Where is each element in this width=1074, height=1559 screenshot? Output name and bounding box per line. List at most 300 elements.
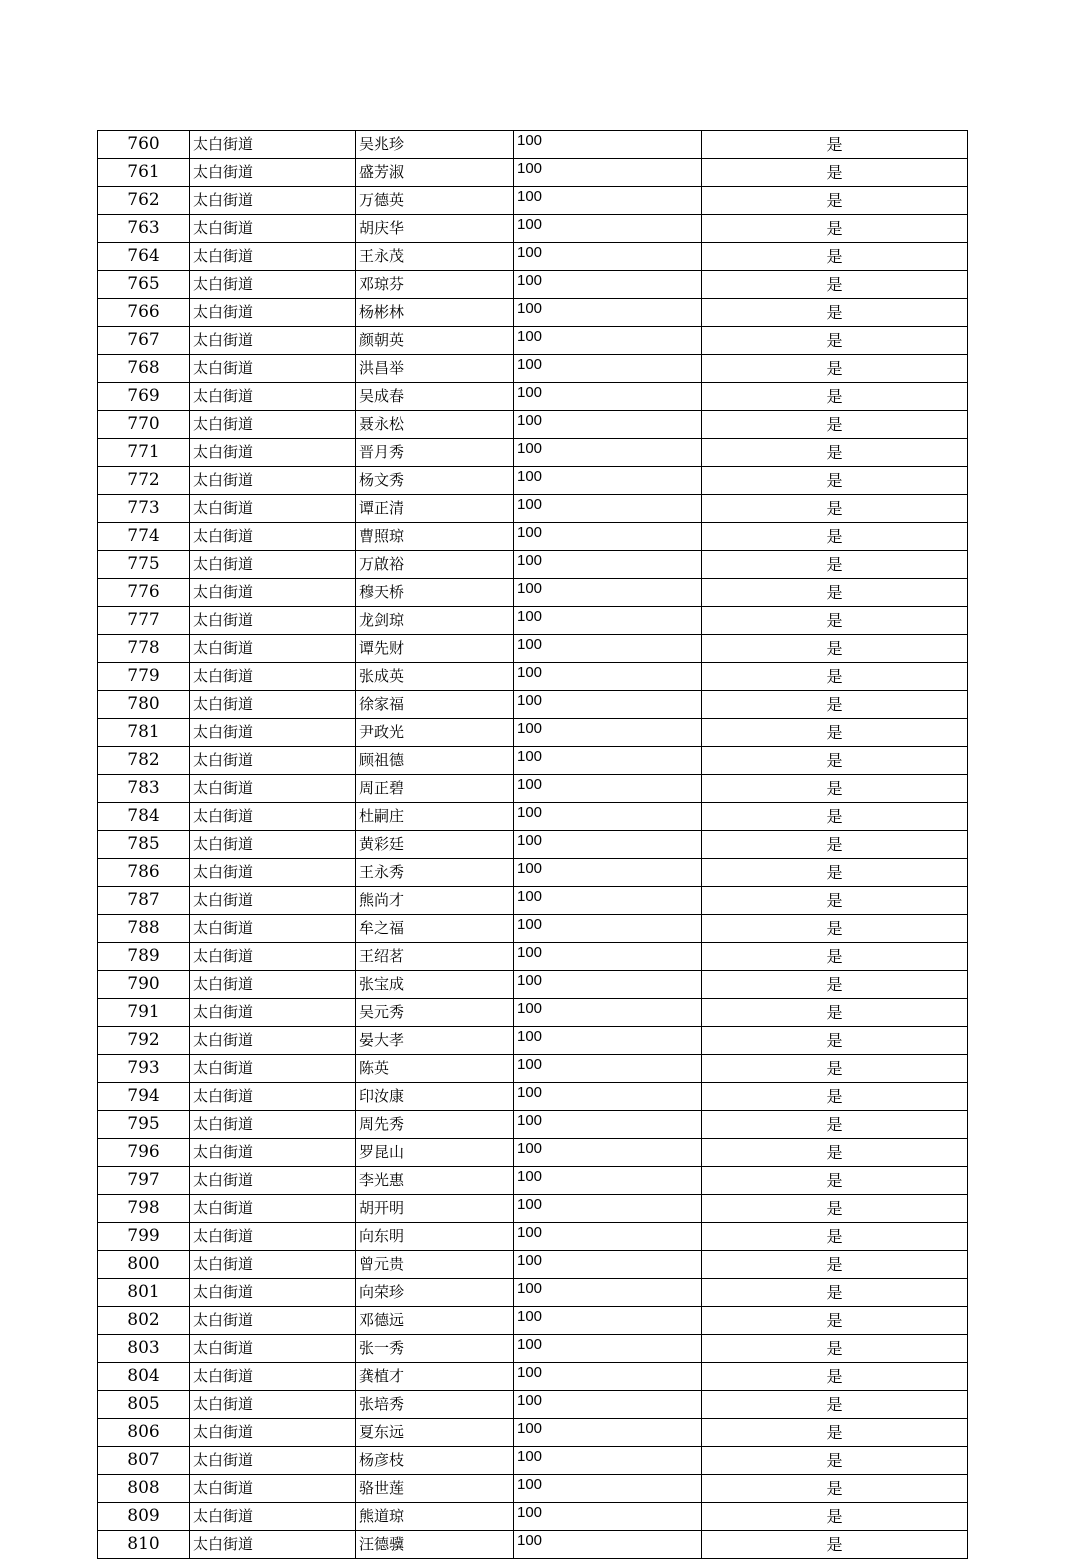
street-cell: 太白街道 (190, 215, 356, 243)
street-cell: 太白街道 (190, 691, 356, 719)
table-row (98, 271, 968, 299)
name-cell: 罗昆山 (356, 1139, 514, 1167)
name-cell: 骆世莲 (356, 1475, 514, 1503)
amount-cell: 100 (514, 1447, 702, 1475)
row-number-cell: 787 (98, 887, 190, 915)
amount-cell: 100 (514, 187, 702, 215)
name-cell: 洪昌举 (356, 355, 514, 383)
street-cell: 太白街道 (190, 999, 356, 1027)
row-number-cell: 800 (98, 1251, 190, 1279)
table-row (98, 579, 968, 607)
flag-cell: 是 (702, 747, 968, 775)
row-number-cell: 776 (98, 579, 190, 607)
row-number-cell: 785 (98, 831, 190, 859)
row-number-cell: 802 (98, 1307, 190, 1335)
street-cell: 太白街道 (190, 1531, 356, 1559)
table-row (98, 495, 968, 523)
flag-cell: 是 (702, 383, 968, 411)
street-cell: 太白街道 (190, 1335, 356, 1363)
flag-cell: 是 (702, 271, 968, 299)
table-row (98, 299, 968, 327)
row-number-cell: 786 (98, 859, 190, 887)
street-cell: 太白街道 (190, 831, 356, 859)
name-cell: 王永秀 (356, 859, 514, 887)
street-cell: 太白街道 (190, 635, 356, 663)
amount-cell: 100 (514, 1167, 702, 1195)
flag-cell: 是 (702, 1363, 968, 1391)
table-row (98, 187, 968, 215)
name-cell: 周先秀 (356, 1111, 514, 1139)
flag-cell: 是 (702, 719, 968, 747)
row-number-cell: 806 (98, 1419, 190, 1447)
flag-cell: 是 (702, 1391, 968, 1419)
row-number-cell: 762 (98, 187, 190, 215)
row-number-cell: 761 (98, 159, 190, 187)
amount-cell: 100 (514, 1139, 702, 1167)
street-cell: 太白街道 (190, 1279, 356, 1307)
row-number-cell: 795 (98, 1111, 190, 1139)
flag-cell: 是 (702, 915, 968, 943)
name-cell: 汪德骥 (356, 1531, 514, 1559)
name-cell: 吴兆珍 (356, 131, 514, 159)
row-number-cell: 782 (98, 747, 190, 775)
flag-cell: 是 (702, 1447, 968, 1475)
table-row (98, 971, 968, 999)
street-cell: 太白街道 (190, 467, 356, 495)
name-cell: 邓德远 (356, 1307, 514, 1335)
street-cell: 太白街道 (190, 1083, 356, 1111)
amount-cell: 100 (514, 747, 702, 775)
flag-cell: 是 (702, 187, 968, 215)
table-row (98, 747, 968, 775)
table-row (98, 1111, 968, 1139)
table-row (98, 1447, 968, 1475)
amount-cell: 100 (514, 243, 702, 271)
flag-cell: 是 (702, 299, 968, 327)
table-row (98, 719, 968, 747)
row-number-cell: 807 (98, 1447, 190, 1475)
flag-cell: 是 (702, 467, 968, 495)
amount-cell: 100 (514, 1251, 702, 1279)
flag-cell: 是 (702, 495, 968, 523)
name-cell: 王永茂 (356, 243, 514, 271)
name-cell: 曹照琼 (356, 523, 514, 551)
flag-cell: 是 (702, 523, 968, 551)
name-cell: 龙剑琼 (356, 607, 514, 635)
name-cell: 张培秀 (356, 1391, 514, 1419)
row-number-cell: 766 (98, 299, 190, 327)
flag-cell: 是 (702, 1195, 968, 1223)
name-cell: 尹政光 (356, 719, 514, 747)
table-row (98, 635, 968, 663)
flag-cell: 是 (702, 1531, 968, 1559)
street-cell: 太白街道 (190, 579, 356, 607)
table-row (98, 887, 968, 915)
flag-cell: 是 (702, 1223, 968, 1251)
street-cell: 太白街道 (190, 271, 356, 299)
amount-cell: 100 (514, 887, 702, 915)
table-row (98, 327, 968, 355)
table-row (98, 1167, 968, 1195)
name-cell: 张成英 (356, 663, 514, 691)
row-number-cell: 771 (98, 439, 190, 467)
amount-cell: 100 (514, 775, 702, 803)
row-number-cell: 798 (98, 1195, 190, 1223)
amount-cell: 100 (514, 635, 702, 663)
amount-cell: 100 (514, 299, 702, 327)
name-cell: 盛芳淑 (356, 159, 514, 187)
row-number-cell: 774 (98, 523, 190, 551)
table-row (98, 1083, 968, 1111)
amount-cell: 100 (514, 1307, 702, 1335)
table-row (98, 439, 968, 467)
table-row (98, 523, 968, 551)
row-number-cell: 804 (98, 1363, 190, 1391)
name-cell: 晏大孝 (356, 1027, 514, 1055)
street-cell: 太白街道 (190, 1391, 356, 1419)
table-row (98, 831, 968, 859)
flag-cell: 是 (702, 355, 968, 383)
row-number-cell: 772 (98, 467, 190, 495)
name-cell: 熊道琼 (356, 1503, 514, 1531)
row-number-cell: 809 (98, 1503, 190, 1531)
street-cell: 太白街道 (190, 1139, 356, 1167)
street-cell: 太白街道 (190, 1419, 356, 1447)
amount-cell: 100 (514, 271, 702, 299)
amount-cell: 100 (514, 999, 702, 1027)
street-cell: 太白街道 (190, 971, 356, 999)
name-cell: 胡庆华 (356, 215, 514, 243)
table-row (98, 1195, 968, 1223)
street-cell: 太白街道 (190, 1223, 356, 1251)
table-row (98, 915, 968, 943)
flag-cell: 是 (702, 831, 968, 859)
name-cell: 万啟裕 (356, 551, 514, 579)
row-number-cell: 796 (98, 1139, 190, 1167)
flag-cell: 是 (702, 327, 968, 355)
table-row (98, 775, 968, 803)
name-cell: 牟之福 (356, 915, 514, 943)
row-number-cell: 768 (98, 355, 190, 383)
amount-cell: 100 (514, 439, 702, 467)
name-cell: 杨彦枝 (356, 1447, 514, 1475)
table-row (98, 159, 968, 187)
amount-cell: 100 (514, 831, 702, 859)
table-row (98, 1335, 968, 1363)
row-number-cell: 784 (98, 803, 190, 831)
row-number-cell: 808 (98, 1475, 190, 1503)
name-cell: 吴元秀 (356, 999, 514, 1027)
name-cell: 向荣珍 (356, 1279, 514, 1307)
amount-cell: 100 (514, 663, 702, 691)
street-cell: 太白街道 (190, 1167, 356, 1195)
amount-cell: 100 (514, 383, 702, 411)
table-row (98, 551, 968, 579)
flag-cell: 是 (702, 1083, 968, 1111)
amount-cell: 100 (514, 355, 702, 383)
name-cell: 李光惠 (356, 1167, 514, 1195)
amount-cell: 100 (514, 691, 702, 719)
street-cell: 太白街道 (190, 663, 356, 691)
row-number-cell: 805 (98, 1391, 190, 1419)
street-cell: 太白街道 (190, 747, 356, 775)
table-row (98, 1363, 968, 1391)
row-number-cell: 760 (98, 131, 190, 159)
row-number-cell: 794 (98, 1083, 190, 1111)
street-cell: 太白街道 (190, 1503, 356, 1531)
table-row (98, 467, 968, 495)
table-row (98, 1279, 968, 1307)
amount-cell: 100 (514, 915, 702, 943)
street-cell: 太白街道 (190, 187, 356, 215)
row-number-cell: 763 (98, 215, 190, 243)
street-cell: 太白街道 (190, 411, 356, 439)
table-row (98, 131, 968, 159)
street-cell: 太白街道 (190, 607, 356, 635)
street-cell: 太白街道 (190, 495, 356, 523)
flag-cell: 是 (702, 551, 968, 579)
name-cell: 万德英 (356, 187, 514, 215)
name-cell: 胡开明 (356, 1195, 514, 1223)
name-cell: 晋月秀 (356, 439, 514, 467)
street-cell: 太白街道 (190, 1363, 356, 1391)
flag-cell: 是 (702, 1027, 968, 1055)
amount-cell: 100 (514, 411, 702, 439)
row-number-cell: 789 (98, 943, 190, 971)
street-cell: 太白街道 (190, 1475, 356, 1503)
amount-cell: 100 (514, 803, 702, 831)
row-number-cell: 783 (98, 775, 190, 803)
row-number-cell: 797 (98, 1167, 190, 1195)
flag-cell: 是 (702, 1251, 968, 1279)
flag-cell: 是 (702, 1139, 968, 1167)
flag-cell: 是 (702, 411, 968, 439)
street-cell: 太白街道 (190, 243, 356, 271)
street-cell: 太白街道 (190, 943, 356, 971)
row-number-cell: 799 (98, 1223, 190, 1251)
row-number-cell: 810 (98, 1531, 190, 1559)
table-row (98, 803, 968, 831)
name-cell: 颜朝英 (356, 327, 514, 355)
street-cell: 太白街道 (190, 1055, 356, 1083)
flag-cell: 是 (702, 1279, 968, 1307)
amount-cell: 100 (514, 1279, 702, 1307)
flag-cell: 是 (702, 859, 968, 887)
table-row (98, 607, 968, 635)
name-cell: 杨文秀 (356, 467, 514, 495)
name-cell: 谭正清 (356, 495, 514, 523)
table-row (98, 1139, 968, 1167)
name-cell: 张一秀 (356, 1335, 514, 1363)
name-cell: 曾元贵 (356, 1251, 514, 1279)
street-cell: 太白街道 (190, 915, 356, 943)
amount-cell: 100 (514, 943, 702, 971)
flag-cell: 是 (702, 243, 968, 271)
flag-cell: 是 (702, 1475, 968, 1503)
row-number-cell: 770 (98, 411, 190, 439)
row-number-cell: 803 (98, 1335, 190, 1363)
name-cell: 黄彩廷 (356, 831, 514, 859)
amount-cell: 100 (514, 1503, 702, 1531)
table-row (98, 1503, 968, 1531)
amount-cell: 100 (514, 467, 702, 495)
amount-cell: 100 (514, 523, 702, 551)
table-row (98, 943, 968, 971)
amount-cell: 100 (514, 1363, 702, 1391)
street-cell: 太白街道 (190, 887, 356, 915)
flag-cell: 是 (702, 439, 968, 467)
flag-cell: 是 (702, 1419, 968, 1447)
flag-cell: 是 (702, 971, 968, 999)
name-cell: 穆天桥 (356, 579, 514, 607)
amount-cell: 100 (514, 495, 702, 523)
street-cell: 太白街道 (190, 803, 356, 831)
data-table (97, 130, 968, 1559)
row-number-cell: 767 (98, 327, 190, 355)
flag-cell: 是 (702, 663, 968, 691)
row-number-cell: 780 (98, 691, 190, 719)
name-cell: 印汝康 (356, 1083, 514, 1111)
flag-cell: 是 (702, 215, 968, 243)
name-cell: 周正碧 (356, 775, 514, 803)
street-cell: 太白街道 (190, 719, 356, 747)
row-number-cell: 777 (98, 607, 190, 635)
name-cell: 杜嗣庄 (356, 803, 514, 831)
name-cell: 王绍茗 (356, 943, 514, 971)
street-cell: 太白街道 (190, 383, 356, 411)
flag-cell: 是 (702, 1167, 968, 1195)
row-number-cell: 769 (98, 383, 190, 411)
amount-cell: 100 (514, 607, 702, 635)
flag-cell: 是 (702, 1307, 968, 1335)
street-cell: 太白街道 (190, 523, 356, 551)
name-cell: 顾祖德 (356, 747, 514, 775)
row-number-cell: 765 (98, 271, 190, 299)
row-number-cell: 792 (98, 1027, 190, 1055)
street-cell: 太白街道 (190, 355, 356, 383)
name-cell: 谭先财 (356, 635, 514, 663)
row-number-cell: 778 (98, 635, 190, 663)
row-number-cell: 779 (98, 663, 190, 691)
street-cell: 太白街道 (190, 1251, 356, 1279)
table-row (98, 859, 968, 887)
name-cell: 熊尚才 (356, 887, 514, 915)
flag-cell: 是 (702, 999, 968, 1027)
amount-cell: 100 (514, 1055, 702, 1083)
amount-cell: 100 (514, 551, 702, 579)
flag-cell: 是 (702, 1503, 968, 1531)
table-row (98, 1391, 968, 1419)
table-row (98, 1055, 968, 1083)
table-row (98, 355, 968, 383)
table-row (98, 1307, 968, 1335)
flag-cell: 是 (702, 607, 968, 635)
spreadsheet-page (97, 130, 968, 1559)
amount-cell: 100 (514, 131, 702, 159)
street-cell: 太白街道 (190, 1195, 356, 1223)
name-cell: 杨彬林 (356, 299, 514, 327)
flag-cell: 是 (702, 1111, 968, 1139)
table-row (98, 1223, 968, 1251)
row-number-cell: 775 (98, 551, 190, 579)
row-number-cell: 793 (98, 1055, 190, 1083)
flag-cell: 是 (702, 803, 968, 831)
table-row (98, 411, 968, 439)
flag-cell: 是 (702, 159, 968, 187)
amount-cell: 100 (514, 1335, 702, 1363)
table-body (98, 131, 968, 1559)
flag-cell: 是 (702, 635, 968, 663)
amount-cell: 100 (514, 1223, 702, 1251)
flag-cell: 是 (702, 131, 968, 159)
table-row (98, 1027, 968, 1055)
flag-cell: 是 (702, 579, 968, 607)
street-cell: 太白街道 (190, 551, 356, 579)
amount-cell: 100 (514, 1083, 702, 1111)
amount-cell: 100 (514, 1391, 702, 1419)
table-row (98, 1251, 968, 1279)
row-number-cell: 764 (98, 243, 190, 271)
street-cell: 太白街道 (190, 1447, 356, 1475)
row-number-cell: 788 (98, 915, 190, 943)
amount-cell: 100 (514, 159, 702, 187)
street-cell: 太白街道 (190, 1027, 356, 1055)
row-number-cell: 773 (98, 495, 190, 523)
amount-cell: 100 (514, 1475, 702, 1503)
amount-cell: 100 (514, 1027, 702, 1055)
street-cell: 太白街道 (190, 775, 356, 803)
row-number-cell: 790 (98, 971, 190, 999)
table-row (98, 215, 968, 243)
name-cell: 吴成春 (356, 383, 514, 411)
name-cell: 徐家福 (356, 691, 514, 719)
table-row (98, 1531, 968, 1559)
flag-cell: 是 (702, 1055, 968, 1083)
table-row (98, 383, 968, 411)
amount-cell: 100 (514, 719, 702, 747)
table-row (98, 1475, 968, 1503)
street-cell: 太白街道 (190, 327, 356, 355)
name-cell: 向东明 (356, 1223, 514, 1251)
table-row (98, 691, 968, 719)
amount-cell: 100 (514, 327, 702, 355)
street-cell: 太白街道 (190, 131, 356, 159)
name-cell: 龚植才 (356, 1363, 514, 1391)
amount-cell: 100 (514, 1195, 702, 1223)
flag-cell: 是 (702, 775, 968, 803)
flag-cell: 是 (702, 691, 968, 719)
amount-cell: 100 (514, 971, 702, 999)
street-cell: 太白街道 (190, 859, 356, 887)
table-row (98, 1419, 968, 1447)
street-cell: 太白街道 (190, 439, 356, 467)
name-cell: 邓琼芬 (356, 271, 514, 299)
row-number-cell: 781 (98, 719, 190, 747)
street-cell: 太白街道 (190, 159, 356, 187)
street-cell: 太白街道 (190, 1307, 356, 1335)
table-row (98, 999, 968, 1027)
amount-cell: 100 (514, 859, 702, 887)
name-cell: 夏东远 (356, 1419, 514, 1447)
street-cell: 太白街道 (190, 1111, 356, 1139)
table-row (98, 663, 968, 691)
amount-cell: 100 (514, 1419, 702, 1447)
amount-cell: 100 (514, 579, 702, 607)
name-cell: 聂永松 (356, 411, 514, 439)
flag-cell: 是 (702, 943, 968, 971)
flag-cell: 是 (702, 887, 968, 915)
flag-cell: 是 (702, 1335, 968, 1363)
